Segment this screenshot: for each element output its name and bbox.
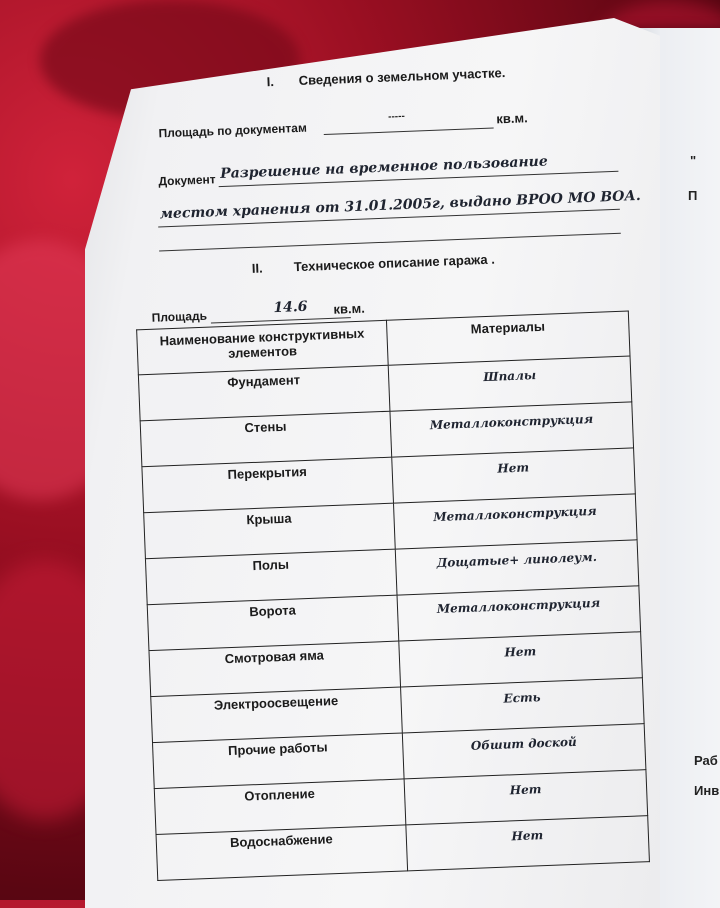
element-material: Металлоконструкция	[393, 494, 637, 549]
garage-area-label: Площадь	[151, 308, 208, 325]
header-material: Материалы	[386, 311, 630, 365]
element-material: Нет	[392, 448, 636, 503]
construction-elements-table	[136, 310, 650, 881]
element-material: Металлоконструкция	[397, 586, 641, 641]
adjacent-page-fragment: П	[688, 188, 698, 203]
area-docs-value: -----	[387, 110, 406, 123]
element-material: Обшит доской	[402, 724, 646, 779]
section-1-number: I.	[266, 73, 275, 90]
document-underline-3	[159, 233, 621, 252]
document-content	[115, 20, 676, 860]
element-name: Фундамент	[138, 365, 390, 421]
element-material: Шпалы	[388, 356, 632, 411]
element-name: Водоснабжение	[156, 825, 408, 881]
element-name: Электроосвещение	[151, 687, 403, 743]
element-name: Отопление	[154, 779, 406, 835]
element-material: Есть	[401, 678, 645, 733]
section-1-title: Сведения о земельном участке.	[298, 65, 506, 88]
element-name: Смотровая яма	[149, 641, 401, 697]
header-element: Наименование конструктивных элементов	[137, 320, 389, 375]
adjacent-page-fragment: Раб	[694, 753, 718, 768]
area-docs-label: Площадь по документам	[158, 120, 308, 141]
garage-area-value: 14.6	[273, 298, 308, 317]
element-name: Стены	[140, 411, 392, 467]
area-docs-underline	[324, 128, 494, 136]
element-name: Ворота	[147, 595, 399, 651]
document-label: Документ	[158, 172, 216, 189]
element-material: Нет	[399, 632, 643, 687]
element-name: Крыша	[144, 503, 396, 559]
document-value-line-2: местом хранения от 31.01.2005г, выдано ВРОО МО ВОА.	[159, 187, 641, 223]
element-name: Прочие работы	[152, 733, 404, 789]
adjacent-page-fragment: "	[690, 153, 697, 168]
area-docs-unit: кв.м.	[496, 110, 528, 127]
element-name: Перекрытия	[142, 457, 394, 513]
element-material: Нет	[406, 816, 650, 871]
element-material: Нет	[404, 770, 648, 825]
section-2-number: II.	[251, 260, 263, 276]
element-material: Металлоконструкция	[390, 402, 634, 457]
element-material: Дощатые+ линолеум.	[395, 540, 639, 595]
garage-area-unit: кв.м.	[333, 300, 366, 317]
element-name: Полы	[145, 549, 397, 605]
document-value-line-1: Разрешение на временное пользование	[219, 153, 549, 183]
adjacent-page-fragment: Инв	[694, 783, 720, 798]
section-2-title: Техническое описание гаража .	[293, 251, 496, 275]
